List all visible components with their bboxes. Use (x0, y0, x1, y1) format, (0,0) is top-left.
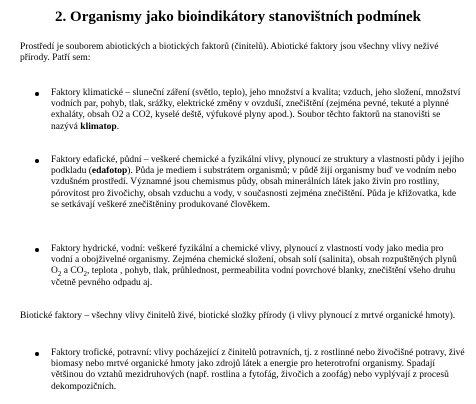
biotic-paragraph: Biotické faktory – všechny vlivy činitelů živé, biotické složky přírody (i vlivy plynoucí z mrtvé organické hmoty). (20, 311, 456, 321)
bullet-trophic-text: Faktory trofické, potravní: vlivy pocházející z činitelů potravních, tj. z rostlinné nebo živočišné potravy, živé biomasy nebo mrtvé organické hmoty jako zdrojů látek a energie pro heterotrofní organismy. Spadají většinou do vztahů mezidruhových (např. rostlina a fytofág, živočich a zoofág) nebo vyplývají z procesů dekompozičních. (51, 348, 465, 392)
bullet-climatic (35, 88, 465, 133)
bullet-climatic-text: Faktory klimatické – sluneční záření (světlo, teplo), jeho množství a kvalita; vzduch, jeho složení, množství vodních par, pohyb, tlak, srážky, elektrické změny v ovzduší, znečištění (zejména pevné, tekuté a plynné exhaláty, obsah O2 a CO2, kyselé deště, výfukové plyny apod.). Soubor těchto faktorů na stanovišti se nazývá klimatop. (51, 88, 461, 132)
bullet-hydric (35, 244, 465, 289)
page-title: 2. Organismy jako bioindikátory stanovištních podmínek (55, 9, 421, 25)
bullet-trophic (35, 348, 465, 393)
bullet-edaphic (35, 155, 465, 211)
bullet-hydric-text: Faktory hydrické, vodní: veškeré fyzikální a chemické vlivy, plynoucí z vlastností vody jako media pro vodní a obojživelné organismy. Zejména chemické složení, obsah solí (salinita), obsah rozpuštěných plynů $O_2$ a $CO_2$, teplota , pohyb, tlak, průhlednost, permeabilita vodní povrchové blanky, znečištění všeho druhu včetně pevného odpadu aj. (51, 244, 457, 288)
bullet-edaphic-text: Faktory edafické, půdní – veškeré chemické a fyzikální vlivy, plynoucí ze struktury a vlastností půdy i jejího podkladu (edafotop). Půda je mediem i substrátem organismů; v půdě žijí organismy buď ve vodním nebo vzdušném prostředí. Významné jsou chemismus půdy, obsah minerálních látek jako živin pro rostliny, pórovitost pro živočichy, obsah vzduchu a vody, v současnosti zejména znečištění. Půda je křižovatka, kde se setkávají veškeré znečištěniny produkované člověkem. (51, 155, 465, 210)
bullet-dot-icon (35, 248, 39, 252)
bullet-dot-icon (35, 352, 39, 356)
bullet-dot-icon (35, 92, 39, 96)
intro-paragraph: Prostředí je souborem abiotických a biotických faktorů (činitelů). Abiotické faktory jsou všechny vlivy neživé přírody. Patří sem: (20, 42, 439, 64)
bullet-dot-icon (35, 159, 39, 163)
